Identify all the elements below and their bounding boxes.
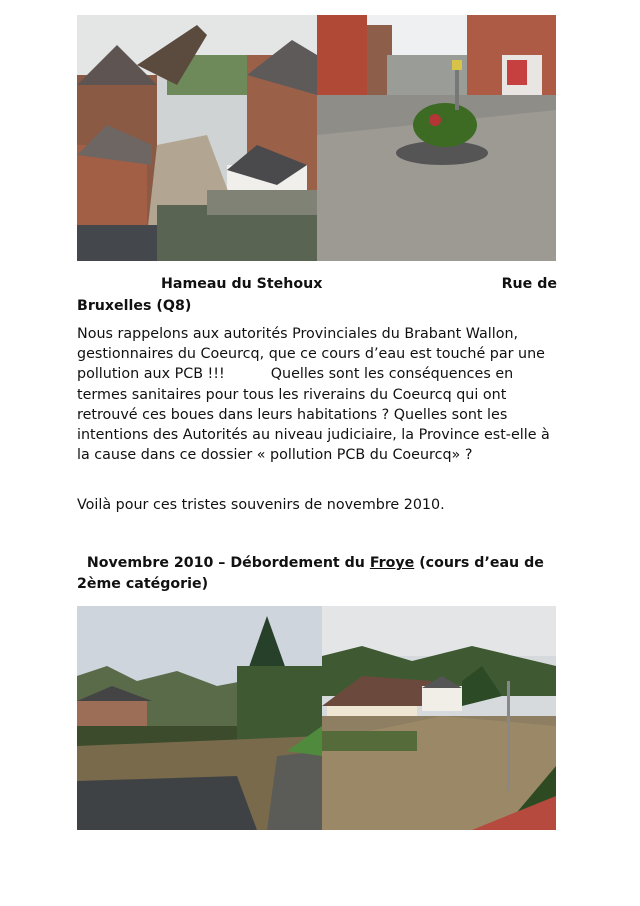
photo-captions (77, 273, 557, 317)
heading-river-name: Froye (369, 555, 415, 571)
paragraph-pollution-part2: Quelles sont les conséquences en termes sanitaires pour tous les riverains du Coeurcq qui ont retrouvé ces boues dans leurs habitations ? Quelles sont les intentions des Autorités au niveau judiciaire, la Province est-elle à la cause dans ce dossier « pollution PCB du Coeurcq» ? (77, 366, 550, 464)
photo-rue-de-bruxelles (317, 15, 556, 261)
caption-rue-second: Bruxelles (Q8) (77, 298, 192, 314)
photo-froye-road (77, 606, 322, 830)
paragraph-pollution (77, 324, 561, 465)
photo-hameau-du-stehoux (77, 15, 317, 261)
caption-hameau: Hameau du Stehoux (161, 276, 323, 292)
section-heading (77, 553, 561, 595)
heading-suffix: (cours d’eau de 2ème catégorie) (77, 555, 544, 592)
caption-rue-first: Rue de (501, 276, 557, 292)
photo-froye-house (322, 606, 556, 830)
paragraph-pollution-part1: Nous rappelons aux autorités Provinciales du Brabant Wallon, gestionnaires du Coeurcq, que ce cours d’eau est touché par une pollution aux PCB !!! (77, 326, 545, 383)
paragraph-souvenirs: Voilà pour ces tristes souvenirs de novembre 2010. (77, 497, 445, 513)
heading-prefix: Novembre 2010 – Débordement du (86, 555, 370, 571)
